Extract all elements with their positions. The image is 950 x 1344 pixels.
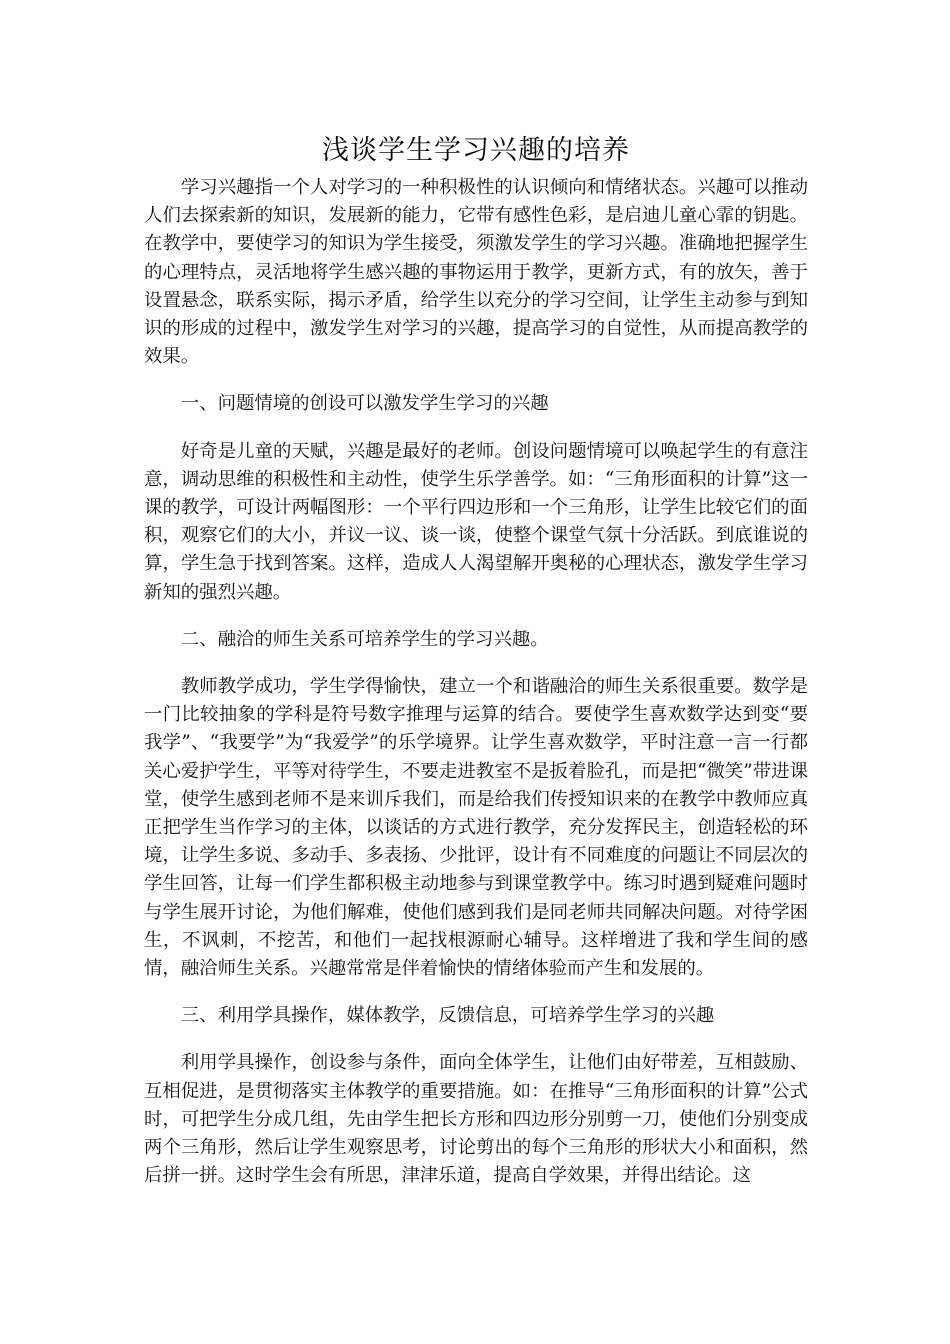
section-1-paragraph: 好奇是儿童的天赋，兴趣是最好的老师。创设问题情境可以唤起学生的有意注意，调动思维的积极性和主动性，使学生乐学善学。如：“三角形面积的计算”这一课的教学，可设计两幅图形：一个平行四边形和一个三角形，让学生比较它们的面积，观察它们的大小，并议一议、谈一谈，使整个课堂气氛十分活跃。到底谁说的算，学生急于找到答案。这样，造成人人渴望解开奥秘的心理状态，激发学生学习新知的强烈兴趣。 (144, 440, 808, 603)
document-page (144, 128, 808, 1191)
section-heading-2: 二、融洽的师生关系可培养学生的学习兴趣。 (180, 628, 549, 650)
section-3-paragraph: 利用学具操作，创设参与条件，面向全体学生，让他们由好带差，互相鼓励、互相促进，是贯彻落实主体教学的重要措施。如：在推导“三角形面积的计算”公式时，可把学生分成几组，先由学生把长方形和四边形分别剪一刀，使他们分别变成两个三角形，然后让学生观察思考，讨论剪出的每个三角形的形状大小和面积，然后拼一拼。这时学生会有所思，津津乐道，提高自学效果，并得出结论。这 (144, 1052, 808, 1187)
document-title: 浅谈学生学习兴趣的培养 (322, 135, 630, 166)
intro-paragraph: 学习兴趣指一个人对学习的一种积极性的认识倾向和情绪状态。兴趣可以推动人们去探索新的知识，发展新的能力，它带有感性色彩，是启迪儿童心霏的钥匙。在教学中，要使学习的知识为学生接受，须激发学生的学习兴趣。准确地把握学生的心理特点，灵活地将学生感兴趣的事物运用于教学，更新方式，有的放矢，善于设置悬念，联系实际，揭示矛盾，给学生以充分的学习空间，让学生主动参与到知识的形成的过程中，激发学生对学习的兴趣，提高学习的自觉性，从而提高教学的效果。 (144, 177, 808, 368)
section-2-paragraph: 教师教学成功，学生学得愉快，建立一个和谐融洽的师生关系很重要。数学是一门比较抽象的学科是符号数字推理与运算的结合。要使学生喜欢数学达到变“要我学”、“我要学”为“我爱学”的乐学境界。让学生喜欢数学，平时注意一言一行都关心爱护学生，平等对待学生，不要走进教室不是扳着脸孔，而是把“微笑”带进课堂，使学生感到老师不是来训斥我们，而是给我们传授知识来的在教学中教师应真正把学生当作学习的主体，以谈话的方式进行教学，充分发挥民主，创造轻松的环境，让学生多说、多动手、多表扬、少批评，设计有不同难度的问题让不同层次的学生回答，让每一们学生都积极主动地参与到课堂教学中。练习时遇到疑难问题时与学生展开讨论，为他们解难，使他们感到我们是同老师共同解决问题。对待学困生，不讽刺，不挖苦，和他们一起找根源耐心辅导。这样增进了我和学生间的感情，融洽师生关系。兴趣常常是伴着愉快的情绪体验而产生和发展的。 (144, 676, 808, 980)
section-heading-1: 一、问题情境的创设可以激发学生学习的兴趣 (180, 393, 549, 415)
section-heading-3: 三、利用学具操作，媒体教学，反馈信息，可培养学生学习的兴趣 (180, 1005, 715, 1027)
